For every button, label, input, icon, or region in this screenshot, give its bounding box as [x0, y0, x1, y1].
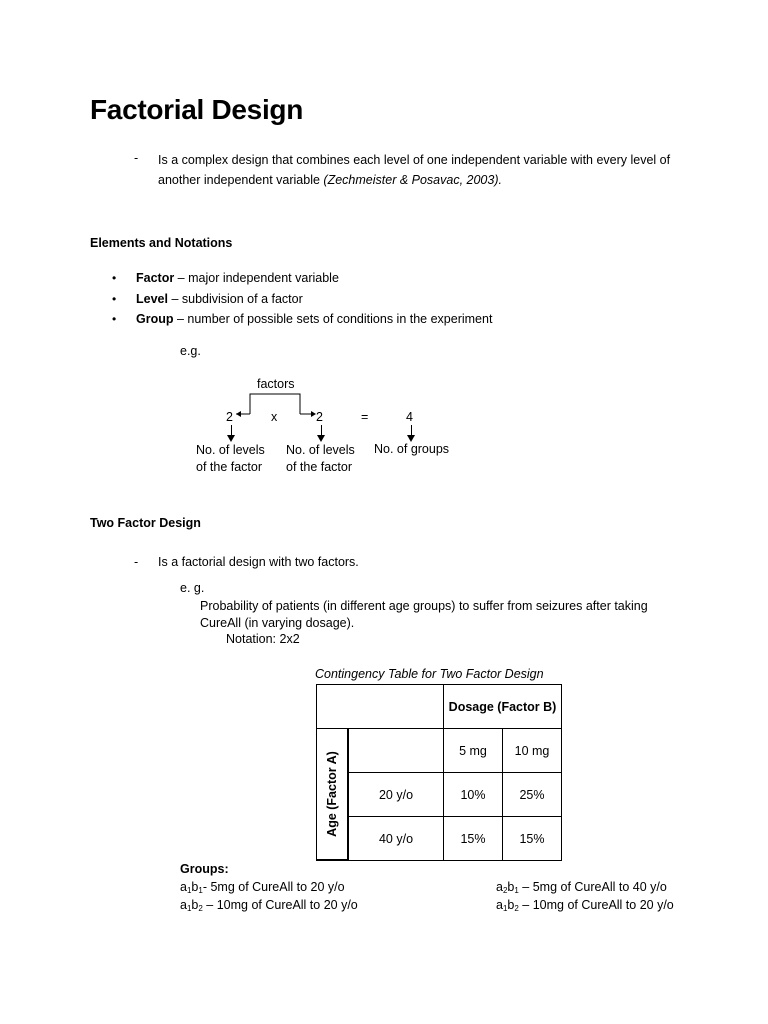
- arrow-line: [411, 425, 412, 435]
- elements-list: [112, 268, 492, 330]
- caption-line: No. of levels: [286, 443, 355, 457]
- group-subscript: 1: [186, 904, 192, 913]
- group-item: [496, 898, 674, 912]
- table-cell: 25%: [503, 773, 562, 817]
- list-item: [112, 289, 492, 310]
- table-row: [317, 685, 562, 729]
- arrow-head-icon: [236, 411, 241, 417]
- example-label: e.g.: [180, 344, 201, 358]
- group-symbol: b: [507, 880, 515, 894]
- caption-line: of the factor: [196, 460, 263, 474]
- group-subscript: 1: [502, 904, 508, 913]
- arrow-down-icon: [317, 435, 325, 442]
- group-subscript: 1: [198, 886, 203, 895]
- term-desc: – major independent variable: [174, 271, 339, 285]
- row-header: 20 y/o: [349, 773, 444, 817]
- group-symbol: b: [191, 880, 199, 894]
- term-label: Group: [136, 312, 174, 326]
- definition-dash: -: [134, 151, 139, 165]
- term-label: Factor: [136, 271, 175, 285]
- times-sign: x: [271, 410, 278, 424]
- group-text: - 5mg of CureAll to 20 y/o: [202, 880, 345, 894]
- group-symbol: b: [507, 898, 515, 912]
- arrow-line: [321, 425, 322, 435]
- caption-groups: No. of groups: [374, 442, 450, 456]
- notation-label: Notation: 2x2: [226, 632, 300, 646]
- group-symbol: a: [180, 880, 187, 894]
- levels-a: 2: [226, 410, 233, 424]
- table-cell: 15%: [503, 817, 562, 861]
- bullet-icon: •: [112, 271, 117, 285]
- factor-b-header: Dosage (Factor B): [444, 685, 562, 729]
- group-text: – 5mg of CureAll to 40 y/o: [518, 880, 667, 894]
- group-text: – 10mg of CureAll to 20 y/o: [518, 898, 674, 912]
- two-factor-dash: -: [134, 555, 139, 569]
- group-symbol: b: [191, 898, 199, 912]
- group-count: 4: [406, 410, 413, 424]
- group-subscript: 1: [514, 886, 519, 895]
- table-cell: 10%: [444, 773, 503, 817]
- factor-a-label: Age (Factor A): [325, 751, 339, 837]
- caption-line: No. of levels: [196, 443, 265, 457]
- table-cell-empty: [349, 729, 444, 773]
- example-line: Probability of patients (in different age groups) to suffer from seizures after taking: [200, 599, 648, 613]
- definition-line-1: Is a complex design that combines each level of one independent variable with every level of: [158, 153, 671, 167]
- groups-heading: Groups:: [180, 862, 229, 876]
- definition-line-2-text: another independent variable: [158, 173, 320, 187]
- example-line: CureAll (in varying dosage).: [200, 616, 355, 630]
- definition-citation: (Zechmeister & Posavac, 2003).: [323, 173, 502, 187]
- group-item: [180, 898, 358, 912]
- row-header: 40 y/o: [349, 817, 444, 861]
- table-row: [317, 729, 562, 773]
- group-symbol: a: [496, 880, 503, 894]
- group-symbol: a: [180, 898, 187, 912]
- group-subscript: 1: [186, 886, 192, 895]
- two-factor-eg: e. g.: [180, 581, 205, 595]
- factors-label: factors: [257, 377, 295, 391]
- term-desc: – number of possible sets of conditions in the experiment: [173, 312, 493, 326]
- definition-line-2: [158, 170, 670, 190]
- caption-levels-b: [286, 442, 355, 476]
- column-header: 5 mg: [444, 729, 503, 773]
- group-item: [496, 880, 667, 894]
- contingency-table: [316, 684, 562, 861]
- column-header: 10 mg: [503, 729, 562, 773]
- elements-heading: Elements and Notations: [90, 236, 233, 250]
- list-item: [112, 268, 492, 289]
- term-desc: – subdivision of a factor: [167, 291, 303, 306]
- two-factor-example: [200, 598, 648, 632]
- page-title: Factorial Design: [90, 94, 304, 125]
- group-subscript: 2: [198, 904, 203, 913]
- equals-sign: =: [361, 410, 369, 424]
- table-cell-empty: [317, 685, 444, 729]
- group-item: [180, 880, 345, 894]
- factor-a-cell: [316, 728, 348, 860]
- caption-line: of the factor: [286, 460, 353, 474]
- arrow-down-icon: [407, 435, 415, 442]
- group-subscript: 2: [502, 886, 508, 895]
- arrow-down-icon: [227, 435, 235, 442]
- table-cell: 15%: [444, 817, 503, 861]
- table-row: [317, 773, 562, 817]
- group-subscript: 2: [514, 904, 519, 913]
- table-row: [317, 817, 562, 861]
- two-factor-heading: Two Factor Design: [90, 516, 201, 530]
- bullet-icon: •: [112, 312, 117, 326]
- term-label: Level: [136, 291, 168, 306]
- levels-b: 2: [316, 410, 323, 424]
- definition-text: [158, 150, 670, 190]
- group-text: – 10mg of CureAll to 20 y/o: [202, 898, 358, 912]
- list-item: [112, 309, 492, 330]
- caption-levels-a: [196, 442, 265, 476]
- table-caption: Contingency Table for Two Factor Design: [315, 667, 544, 681]
- arrow-line: [231, 425, 232, 435]
- group-symbol: a: [496, 898, 503, 912]
- bullet-icon: •: [112, 291, 117, 306]
- two-factor-text: Is a factorial design with two factors.: [158, 555, 359, 569]
